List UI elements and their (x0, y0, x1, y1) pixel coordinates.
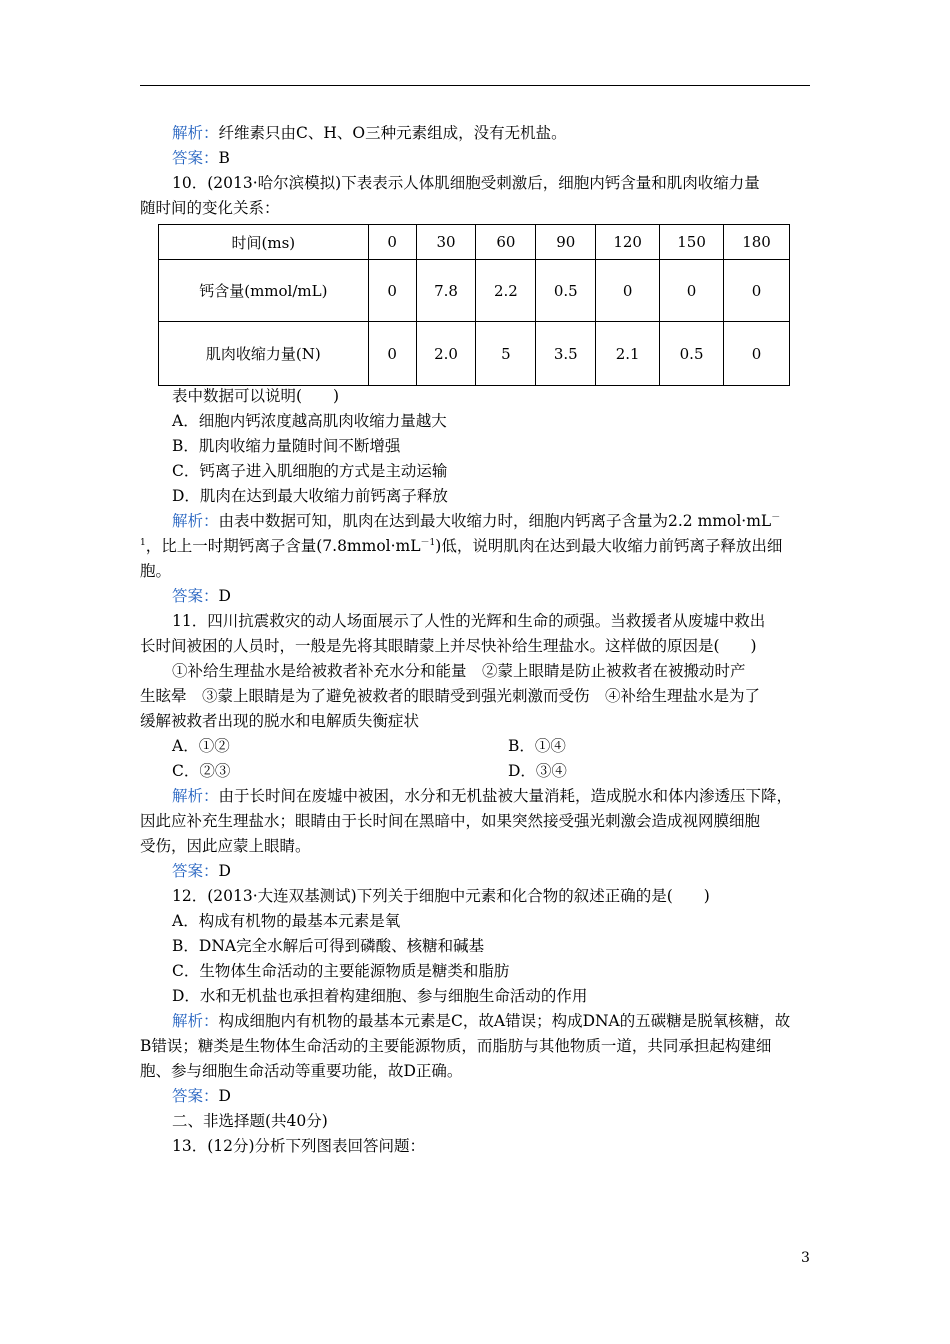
q13-stem: 13．(12分)分析下列图表回答问题： (172, 1137, 426, 1155)
table-cell: 150 (660, 225, 724, 260)
table-cell: 2.2 (476, 260, 536, 322)
q10-question: 表中数据可以说明( ) (172, 387, 340, 405)
q11-option-c: C．②③ (172, 762, 231, 780)
q11-analysis-end: 受伤，因此应蒙上眼睛。 (140, 837, 311, 855)
table-cell: 3.5 (536, 322, 596, 386)
q12-analysis-end: 胞、参与细胞生命活动等重要功能，故D正确。 (140, 1062, 463, 1080)
q12-analysis-cont: B错误；糖类是生物体生命活动的主要能源物质，而脂肪与其他物质一道，共同承担起构建细 (140, 1037, 772, 1055)
table-cell: 120 (596, 225, 660, 260)
q12-option-c: C．生物体生命活动的主要能源物质是糖类和脂肪 (172, 962, 510, 980)
q9-answer: 答案：B (172, 149, 230, 167)
table-cell: 0 (660, 260, 724, 322)
q12-answer: 答案：D (172, 1087, 231, 1105)
q10-option-d: D．肌肉在达到最大收缩力前钙离子释放 (172, 487, 448, 505)
q11-option-d: D．③④ (508, 762, 567, 780)
q10-stem: 10．(2013·哈尔滨模拟)下表表示人体肌细胞受刺激后，细胞内钙含量和肌肉收缩力量 (172, 174, 760, 192)
q10-stem-cont: 随时间的变化关系： (140, 199, 280, 217)
table-cell: 180 (724, 225, 790, 260)
header-rule (140, 85, 810, 86)
q10-option-c: C．钙离子进入肌细胞的方式是主动运输 (172, 462, 448, 480)
q10-option-b: B．肌肉收缩力量随时间不断增强 (172, 437, 401, 455)
table-cell: 0.5 (536, 260, 596, 322)
table-cell: 60 (476, 225, 536, 260)
q11-stem-cont: 长时间被困的人员时，一般是先将其眼睛蒙上并尽快补给生理盐水。这样做的原因是( ) (140, 637, 757, 655)
q11-items-cont: 生眩晕 ③蒙上眼睛是为了避免被救者的眼睛受到强光刺激而受伤 ④补给生理盐水是为了 (140, 687, 761, 705)
q11-option-b: B．①④ (508, 737, 566, 755)
q10-analysis: 解析：由表中数据可知，肌肉在达到最大收缩力时，细胞内钙离子含量为2.2 mmol·mL－ (172, 512, 781, 530)
table-cell: 时间(ms) (159, 225, 369, 260)
q11-analysis-cont: 因此应补充生理盐水；眼睛由于长时间在黑暗中，如果突然接受强光刺激会造成视网膜细胞 (140, 812, 761, 830)
table-cell: 5 (476, 322, 536, 386)
table-cell: 0.5 (660, 322, 724, 386)
table-cell: 0 (724, 260, 790, 322)
q11-option-a: A．①② (172, 737, 230, 755)
q11-items-end: 缓解被救者出现的脱水和电解质失衡症状 (140, 712, 420, 730)
q11-stem: 11．四川抗震救灾的动人场面展示了人性的光辉和生命的顽强。当救援者从废墟中救出 (172, 612, 766, 630)
q12-option-b: B．DNA完全水解后可得到磷酸、核糖和碱基 (172, 937, 485, 955)
q9-analysis: 解析：纤维素只由C、H、O三种元素组成，没有无机盐。 (172, 124, 567, 142)
q11-items: ①补给生理盐水是给被救者补充水分和能量 ②蒙上眼睛是防止被救者在被搬动时产 (172, 662, 746, 680)
q12-option-d: D．水和无机盐也承担着构建细胞、参与细胞生命活动的作用 (172, 987, 588, 1005)
table-row (159, 260, 790, 322)
table-header-row (159, 225, 790, 260)
q12-analysis: 解析：构成细胞内有机物的最基本元素是C，故A错误；构成DNA的五碳糖是脱氧核糖，故 (172, 1012, 791, 1030)
table-cell: 0 (368, 225, 416, 260)
table-cell: 2.0 (416, 322, 476, 386)
q11-analysis: 解析：由于长时间在废墟中被困，水分和无机盐被大量消耗，造成脱水和体内渗透压下降， (172, 787, 793, 805)
q10-analysis-end: 胞。 (140, 562, 172, 580)
table-row (159, 322, 790, 386)
table-cell: 0 (596, 260, 660, 322)
table-cell: 30 (416, 225, 476, 260)
table-cell: 0 (724, 322, 790, 386)
q10-analysis-cont: $^1$，比上一时期钙离子含量$(7.8mmol\cdot mL^{-1})$低，说明肌肉在达到最大收缩力前钙离子释放出细 (140, 537, 783, 555)
table-cell: 2.1 (596, 322, 660, 386)
table-cell: 肌肉收缩力量(N) (159, 322, 369, 386)
q10-option-a: A．细胞内钙浓度越高肌肉收缩力量越大 (172, 412, 447, 430)
table-cell: 钙含量(mmol/mL) (159, 260, 369, 322)
q10-answer: 答案：D (172, 587, 231, 605)
q12-stem: 12．(2013·大连双基测试)下列关于细胞中元素和化合物的叙述正确的是( ) (172, 887, 710, 905)
table-cell: 7.8 (416, 260, 476, 322)
q11-answer: 答案：D (172, 862, 231, 880)
page-number: 3 (801, 1250, 810, 1266)
q12-option-a: A．构成有机物的最基本元素是氧 (172, 912, 401, 930)
q10-data-table (158, 224, 790, 386)
table-cell: 90 (536, 225, 596, 260)
table-cell: 0 (368, 260, 416, 322)
section-heading: 二、非选择题(共40分) (172, 1112, 328, 1130)
table-cell: 0 (368, 322, 416, 386)
